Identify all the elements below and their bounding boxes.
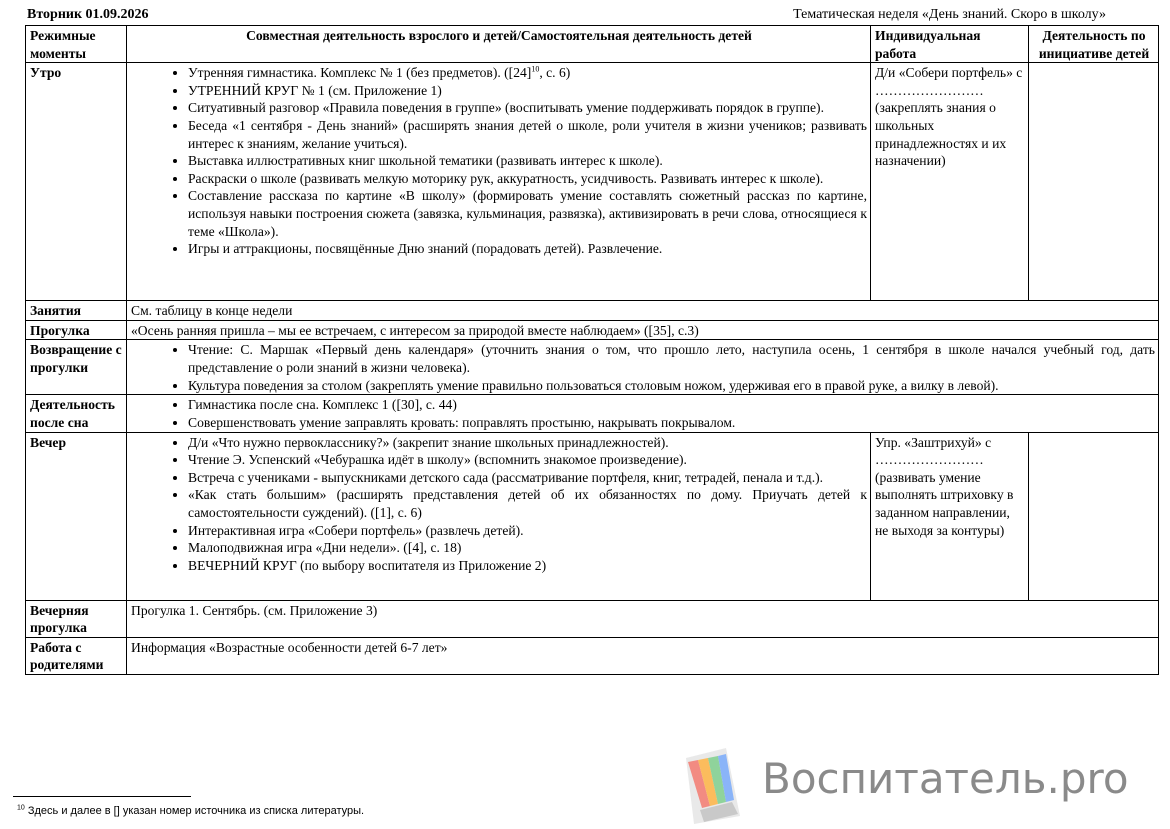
- list-item: • Культура поведения за столом (закреплять умение правильно пользоваться столовым ножом, удерживая его в правой руке, а вилку в левой).: [188, 377, 1155, 395]
- footnote-ref: 10: [531, 64, 540, 74]
- row-label-evening-walk: Вечерняя прогулка: [26, 600, 127, 637]
- parents-content: Информация «Возрастные особенности детей 6-7 лет»: [127, 637, 1159, 674]
- theme-heading: Тематическая неделя «День знаний. Скоро в школу»: [793, 7, 1106, 22]
- row-after-sleep: [26, 395, 1159, 432]
- footnote-number: 10: [17, 804, 25, 812]
- list-item: • Утренняя гимнастика. Комплекс № 1 (без предметов). ($[24]^{10}$, с. 6): [188, 64, 867, 82]
- after-sleep-content: [127, 395, 1159, 432]
- watermark-logo: [680, 746, 1150, 824]
- lessons-content: См. таблицу в конце недели: [127, 301, 1159, 321]
- date-heading: Вторник 01.09.2026: [27, 7, 149, 22]
- after-sleep-list: [131, 396, 1155, 431]
- return-list: [131, 341, 1155, 394]
- row-evening-walk: [26, 600, 1159, 637]
- row-label-morning: Утро: [26, 63, 127, 301]
- morning-initiative: [1029, 63, 1159, 301]
- list-item: • Чтение Э. Успенский «Чебурашка идёт в школу» (вспомнить знакомое произведение).: [188, 451, 867, 469]
- list-item: • Гимнастика после сна. Комплекс 1 ([30], с. 44): [188, 396, 1155, 414]
- evening-individual: Упр. «Заштрихуй» с …………………… (развивать умение выполнять штриховку в заданном направлении, не выходя за контуры): [871, 432, 1029, 600]
- row-return: [26, 340, 1159, 395]
- col-header-moments: Режимные моменты: [26, 26, 127, 63]
- row-lessons: [26, 301, 1159, 321]
- morning-content: [127, 63, 871, 301]
- row-walk: [26, 320, 1159, 340]
- row-label-walk: Прогулка: [26, 320, 127, 340]
- evening-initiative: [1029, 432, 1159, 600]
- list-item: • Раскраски о школе (развивать мелкую моторику рук, аккуратность, усидчивость. Развивать интерес к школе).: [188, 170, 867, 188]
- evening-list: [131, 434, 867, 575]
- col-header-individual: Индивидуальная работа: [871, 26, 1029, 63]
- list-item: • Интерактивная игра «Собери портфель» (развлечь детей).: [188, 522, 867, 540]
- daily-plan-table: [25, 25, 1159, 675]
- list-item: • Д/и «Что нужно первокласснику?» (закрепит знание школьных принадлежностей).: [188, 434, 867, 452]
- evening-walk-content: Прогулка 1. Сентябрь. (см. Приложение 3): [127, 600, 1159, 637]
- footnote: [17, 805, 364, 817]
- pencils-icon: [680, 746, 752, 824]
- table-header-row: [26, 26, 1159, 63]
- row-label-parents: Работа с родителями: [26, 637, 127, 674]
- list-item: • Игры и аттракционы, посвящённые Дню знаний (порадовать детей). Развлечение.: [188, 240, 867, 258]
- row-evening: [26, 432, 1159, 600]
- list-item: • Совершенствовать умение заправлять кровать: поправлять простыню, накрывать покрывалом.: [188, 414, 1155, 432]
- row-morning: [26, 63, 1159, 301]
- walk-content: «Осень ранняя пришла – мы ее встречаем, с интересом за природой вместе наблюдаем» ([35], с.3): [127, 320, 1159, 340]
- col-header-initiative: Деятельность по инициативе детей: [1029, 26, 1159, 63]
- list-item: • Чтение: С. Маршак «Первый день календаря» (уточнить знания о том, что прошло лето, наступила осень, 1 сентября в школе начался учебный год, дать представление о роли знаний в жизни человека).: [188, 341, 1155, 376]
- morning-list: [131, 64, 867, 258]
- row-label-return: Возвращение с прогулки: [26, 340, 127, 395]
- row-label-after-sleep: Деятельность после сна: [26, 395, 127, 432]
- row-label-lessons: Занятия: [26, 301, 127, 321]
- list-item: • Ситуативный разговор «Правила поведения в группе» (воспитывать умение поддерживать порядок в группе).: [188, 99, 867, 117]
- col-header-joint: Совместная деятельность взрослого и детей/Самостоятельная деятельность детей: [127, 26, 871, 63]
- list-item: • УТРЕННИЙ КРУГ № 1 (см. Приложение 1): [188, 82, 867, 100]
- morning-individual: Д/и «Собери портфель» с …………………… (закреплять знания о школьных принадлежностях и их назначении): [871, 63, 1029, 301]
- footnote-text: Здесь и далее в [] указан номер источника из списка литературы.: [24, 805, 365, 817]
- watermark-text: Воспитатель.pro: [762, 754, 1129, 803]
- row-label-evening: Вечер: [26, 432, 127, 600]
- list-item: • «Как стать большим» (расширять представления детей об их обязанностях по дому. Приучать детей к самостоятельности суждений). ([1], с. 6): [188, 486, 867, 521]
- list-item: • Составление рассказа по картине «В школу» (формировать умение составлять сюжетный рассказ по картине, используя навыки построения сюжета (завязка, кульминация, развязка), активизировать в речи слова, относящиеся к теме «Школа»).: [188, 187, 867, 240]
- list-item: • ВЕЧЕРНИЙ КРУГ (по выбору воспитателя из Приложение 2): [188, 557, 867, 575]
- list-item: • Встреча с учениками - выпускниками детского сада (рассматривание портфеля, книг, тетрадей, пенала и т.д.).: [188, 469, 867, 487]
- row-parents: [26, 637, 1159, 674]
- footnote-divider: [13, 796, 191, 797]
- return-content: [127, 340, 1159, 395]
- list-item: • Малоподвижная игра «Дни недели». ([4], с. 18): [188, 539, 867, 557]
- list-item: • Беседа «1 сентября - День знаний» (расширять знания детей о школе, роли учителя в жизни учеников; развивать интерес к знаниям, желание учиться).: [188, 117, 867, 152]
- list-item: • Выставка иллюстративных книг школьной тематики (развивать интерес к школе).: [188, 152, 867, 170]
- evening-content: [127, 432, 871, 600]
